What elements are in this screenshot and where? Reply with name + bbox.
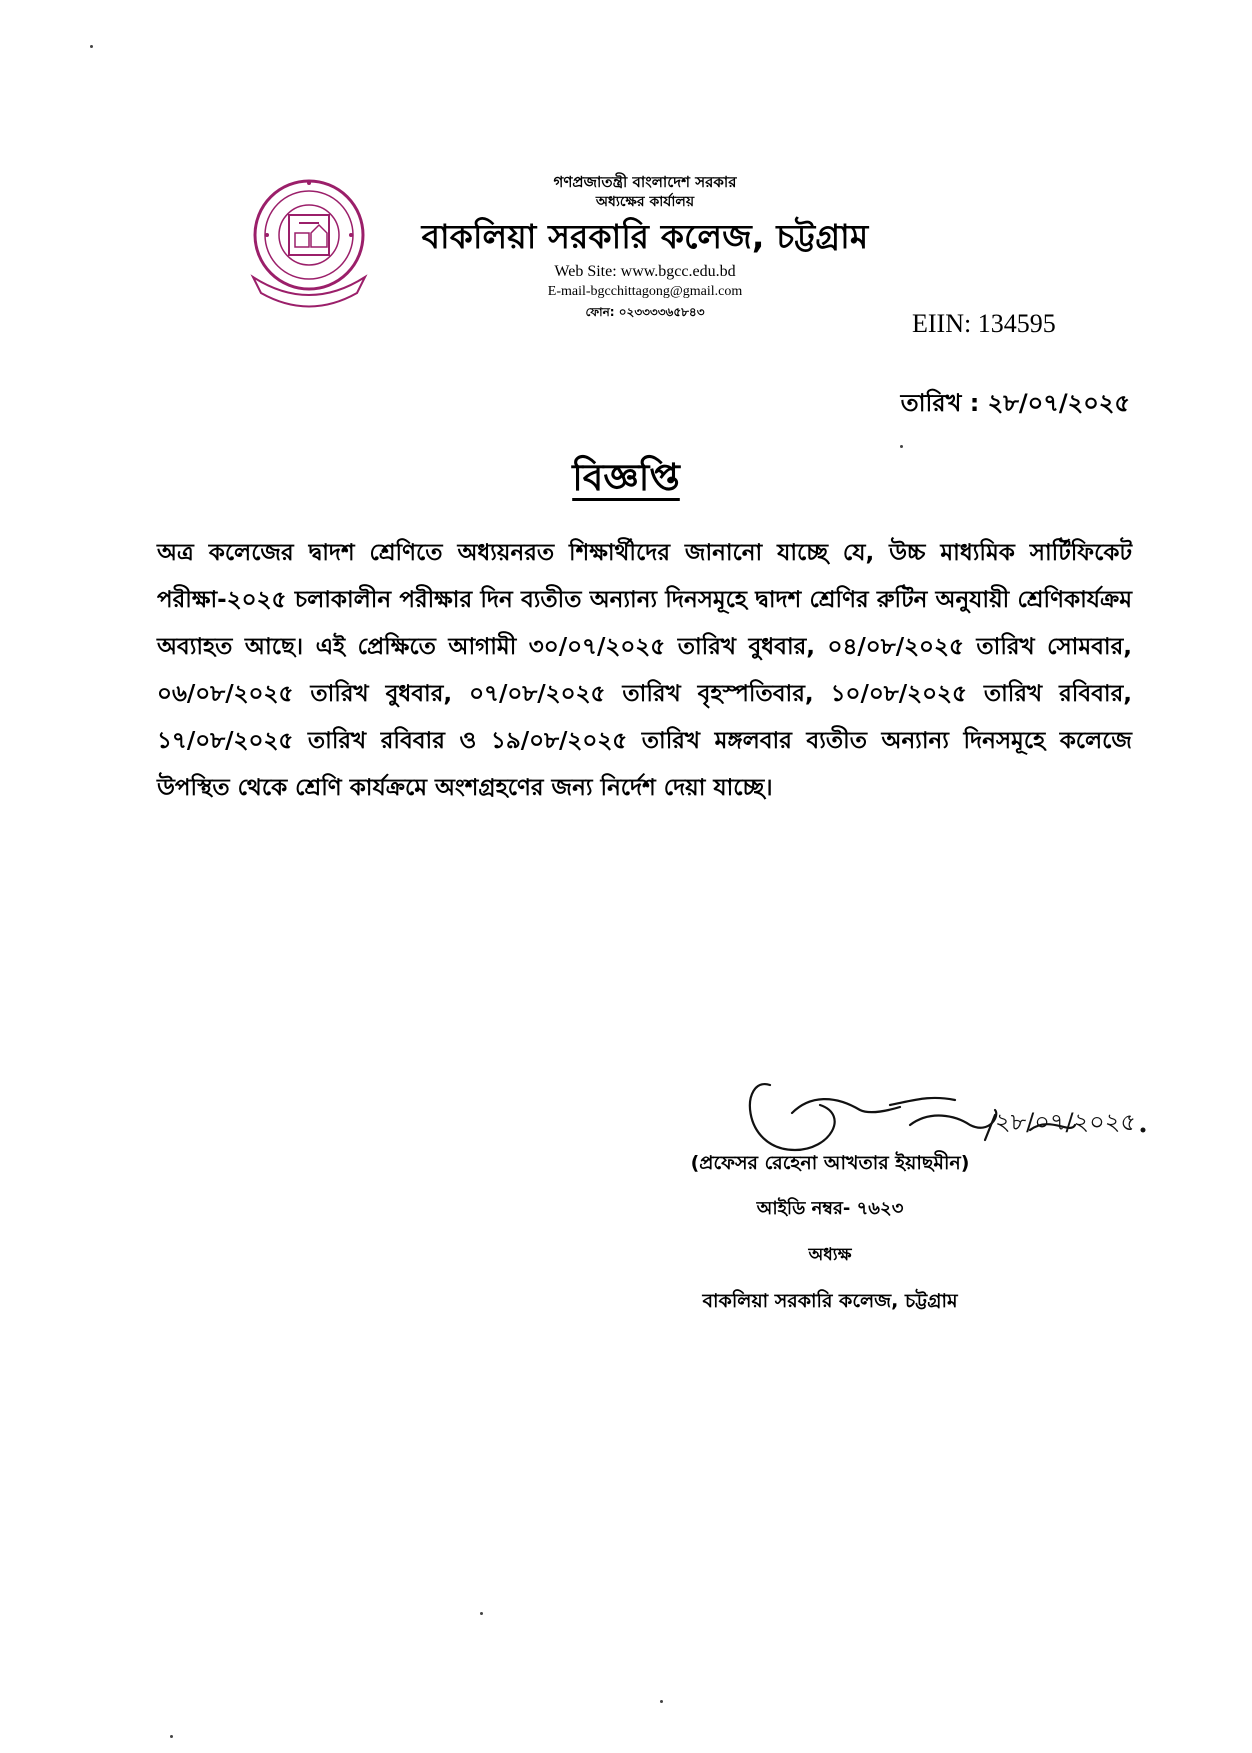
seal-emblem-icon <box>245 175 373 310</box>
scan-speck <box>480 1612 483 1615</box>
letterhead <box>385 172 905 322</box>
signatory-name: (প্রফেসর রেহেনা আখতার ইয়াছমীন) <box>690 1152 970 1174</box>
notice-title: বিজ্ঞপ্তি <box>572 456 680 499</box>
website-line: Web Site: www.bgcc.edu.bd <box>554 263 736 280</box>
eiin-number: EIIN: 134595 <box>912 309 1056 338</box>
notice-body: অত্র কলেজের দ্বাদশ শ্রেণিতে অধ্যয়নরত শিক্ষার্থীদের জানানো যাচ্ছে যে, উচ্চ মাধ্যমিক সার্টিফিকেট পরীক্ষা-২০২৫ চলাকালীন পরীক্ষার দিন ব্যতীত অন্যান্য দিনসমূহে দ্বাদশ শ্রেণির রুটিন অনুযায়ী শ্রেণিকার্যক্রম অব্যাহত আছে। এই প্রেক্ষিতে আগামী ৩০/০৭/২০২৫ তারিখ বুধবার, ০৪/০৮/২০২৫ তারিখ সোমবার, ০৬/০৮/২০২৫ তারিখ বুধবার, ০৭/০৮/২০২৫ তারিখ বৃহস্পতিবার, ১০/০৮/২০২৫ তারিখ রবিবার, ১৭/০৮/২০২৫ তারিখ রবিবার ও ১৯/০৮/২০২৫ তারিখ মঙ্গলবার ব্যতীত অন্যান্য দিনসমূহে কলেজে উপস্থিত থেকে শ্রেণি কার্যক্রমে অংশগ্রহণের জন্য নির্দেশ দেয়া যাচ্ছে। <box>157 540 1132 801</box>
signature-date: ২৮/০৭/২০২৫ <box>995 1108 1136 1136</box>
college-seal <box>245 175 373 310</box>
signatory-id: আইডি নম্বর- ৭৬২৩ <box>756 1198 904 1219</box>
scan-speck <box>660 1700 663 1703</box>
signatory-college: বাকলিয়া সরকারি কলেজ, চট্টগ্রাম <box>702 1290 958 1312</box>
signatory-block <box>640 1140 1020 1324</box>
signatory-title: অধ্যক্ষ <box>808 1245 852 1265</box>
office-line: অধ্যক্ষের কার্যালয় <box>595 194 695 210</box>
government-line: গণপ্রজাতন্ত্রী বাংলাদেশ সরকার <box>553 173 737 191</box>
scan-speck <box>90 45 93 48</box>
email-line: E-mail-bgcchittagong@gmail.com <box>547 284 743 299</box>
scan-speck <box>900 445 903 448</box>
scan-speck <box>170 1735 173 1738</box>
phone-line: ফোন: ০২৩৩৩৩৬৫৮৪৩ <box>585 305 705 319</box>
contact-block <box>385 262 905 322</box>
college-name: বাকলিয়া সরকারি কলেজ, চট্টগ্রাম <box>421 217 869 256</box>
notice-date: তারিখ : ২৮/০৭/২০২৫ <box>900 389 1130 417</box>
